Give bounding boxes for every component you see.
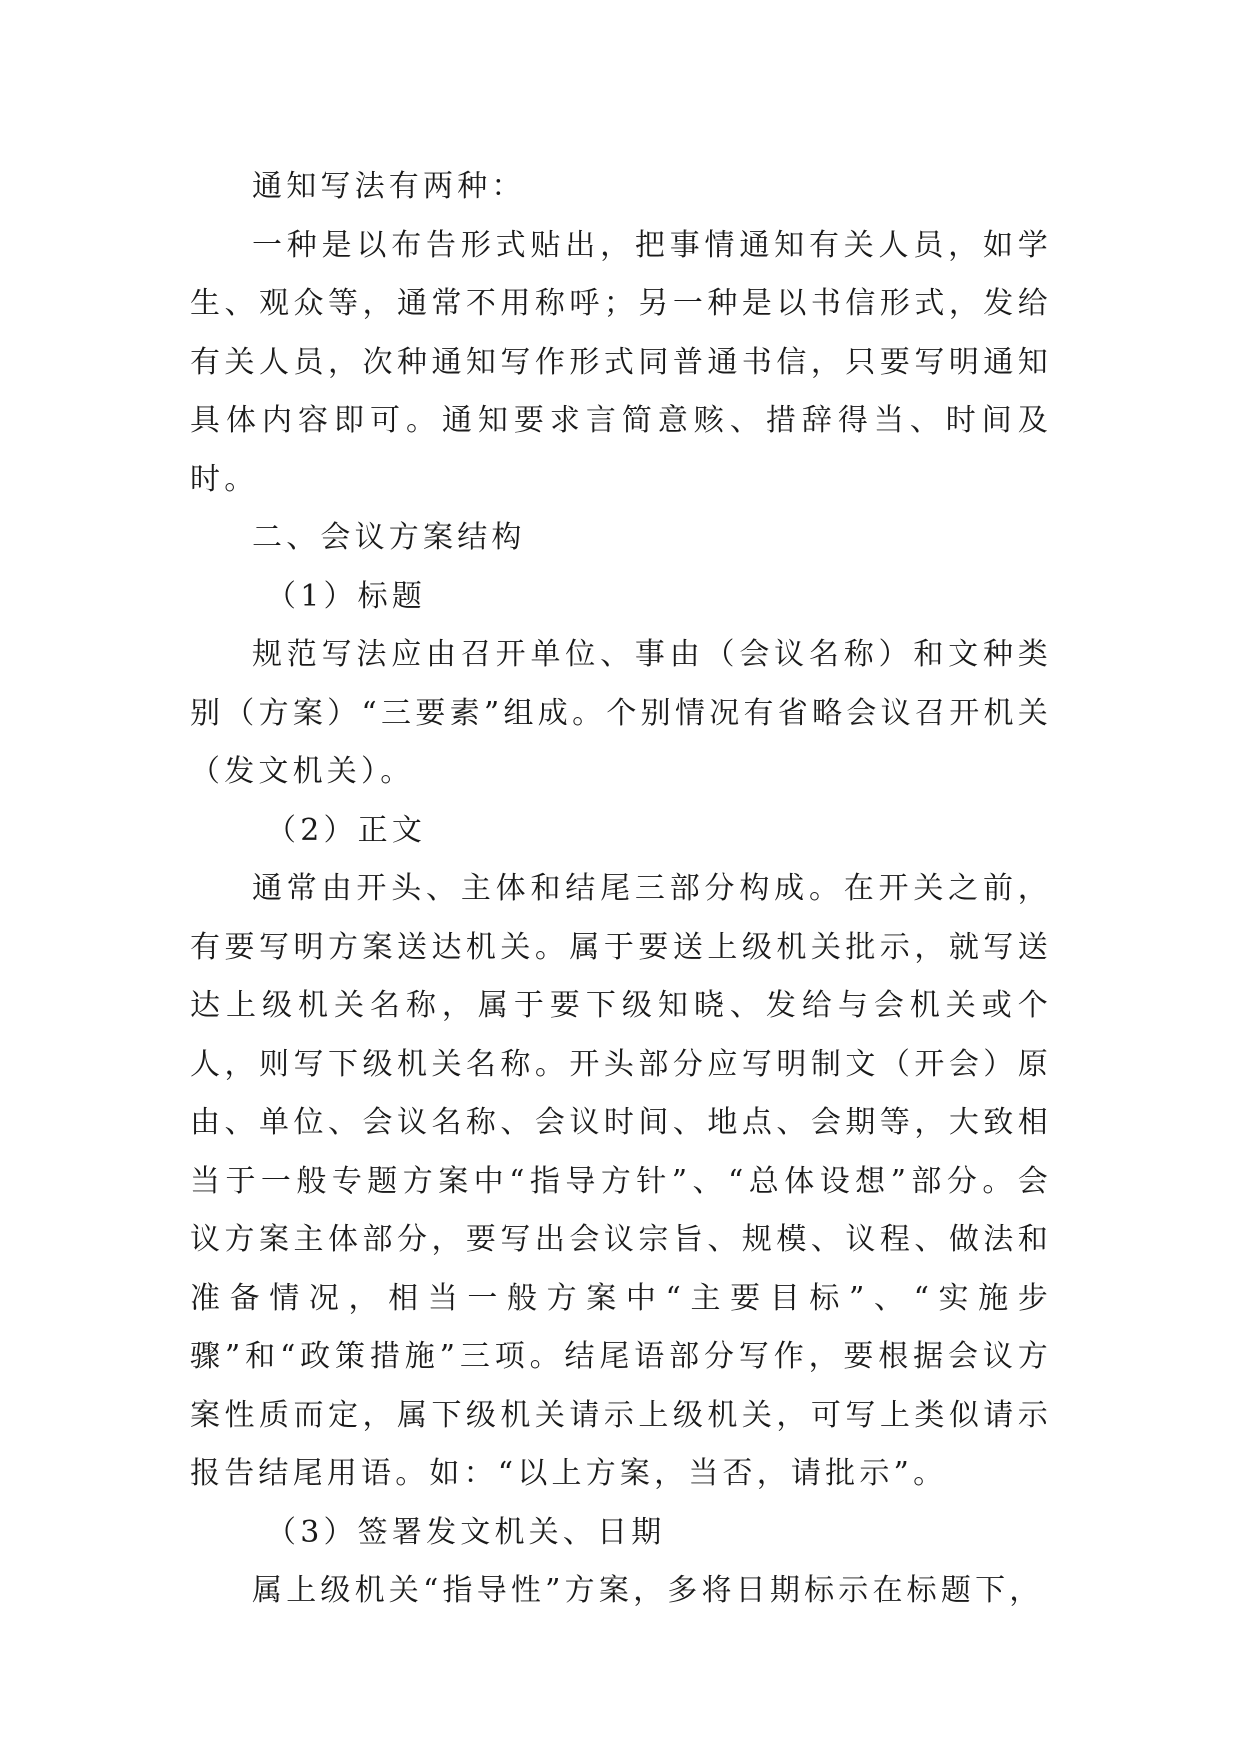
document-page — [190, 158, 1052, 1621]
paragraph-title-body: 规范写法应由召开单位、事由（会议名称）和文种类别（方案）“三要素”组成。个别情况有省略会议召开机关（发文机关）。 — [190, 637, 1052, 789]
paragraph-notice-types: 一种是以布告形式贴出，把事情通知有关人员，如学生、观众等，通常不用称呼；另一种是以书信形式，发给有关人员，次种通知写作形式同普通书信，只要写明通知具体内容即可。通知要求言简意赅、措辞得当、时间及时。 — [190, 227, 1052, 497]
paragraph-signature-date: 属上级机关“指导性”方案，多将日期标示在标题下， — [252, 1573, 1044, 1608]
subheading-signature-date: （3）签署发文机关、日期 — [266, 1514, 666, 1550]
section-heading-meeting-plan-structure: 二、会议方案结构 — [252, 520, 526, 555]
subheading-body-text: （2）正文 — [266, 812, 427, 848]
paragraph-body-text: 通常由开头、主体和结尾三部分构成。在开关之前，有要写明方案送达机关。属于要送上级机关批示，就写送达上级机关名称，属于要下级知晓、发给与会机关或个人，则写下级机关名称。开头部分应写明制文（开会）原由、单位、会议名称、会议时间、地点、会期等，大致相当于一般专题方案中“指导方针”、“总体设想”部分。会议方案主体部分，要写出会议宗旨、规模、议程、做法和准备情况，相当一般方案中“主要目标”、“实施步骤”和“政策措施”三项。结尾语部分写作，要根据会议方案性质而定，属下级机关请示上级机关，可写上类似请示报告结尾用语。如：“以上方案，当否，请批示”。 — [190, 871, 1052, 1491]
paragraph-intro: 通知写法有两种： — [252, 169, 526, 204]
subheading-title: （1）标题 — [266, 578, 427, 614]
